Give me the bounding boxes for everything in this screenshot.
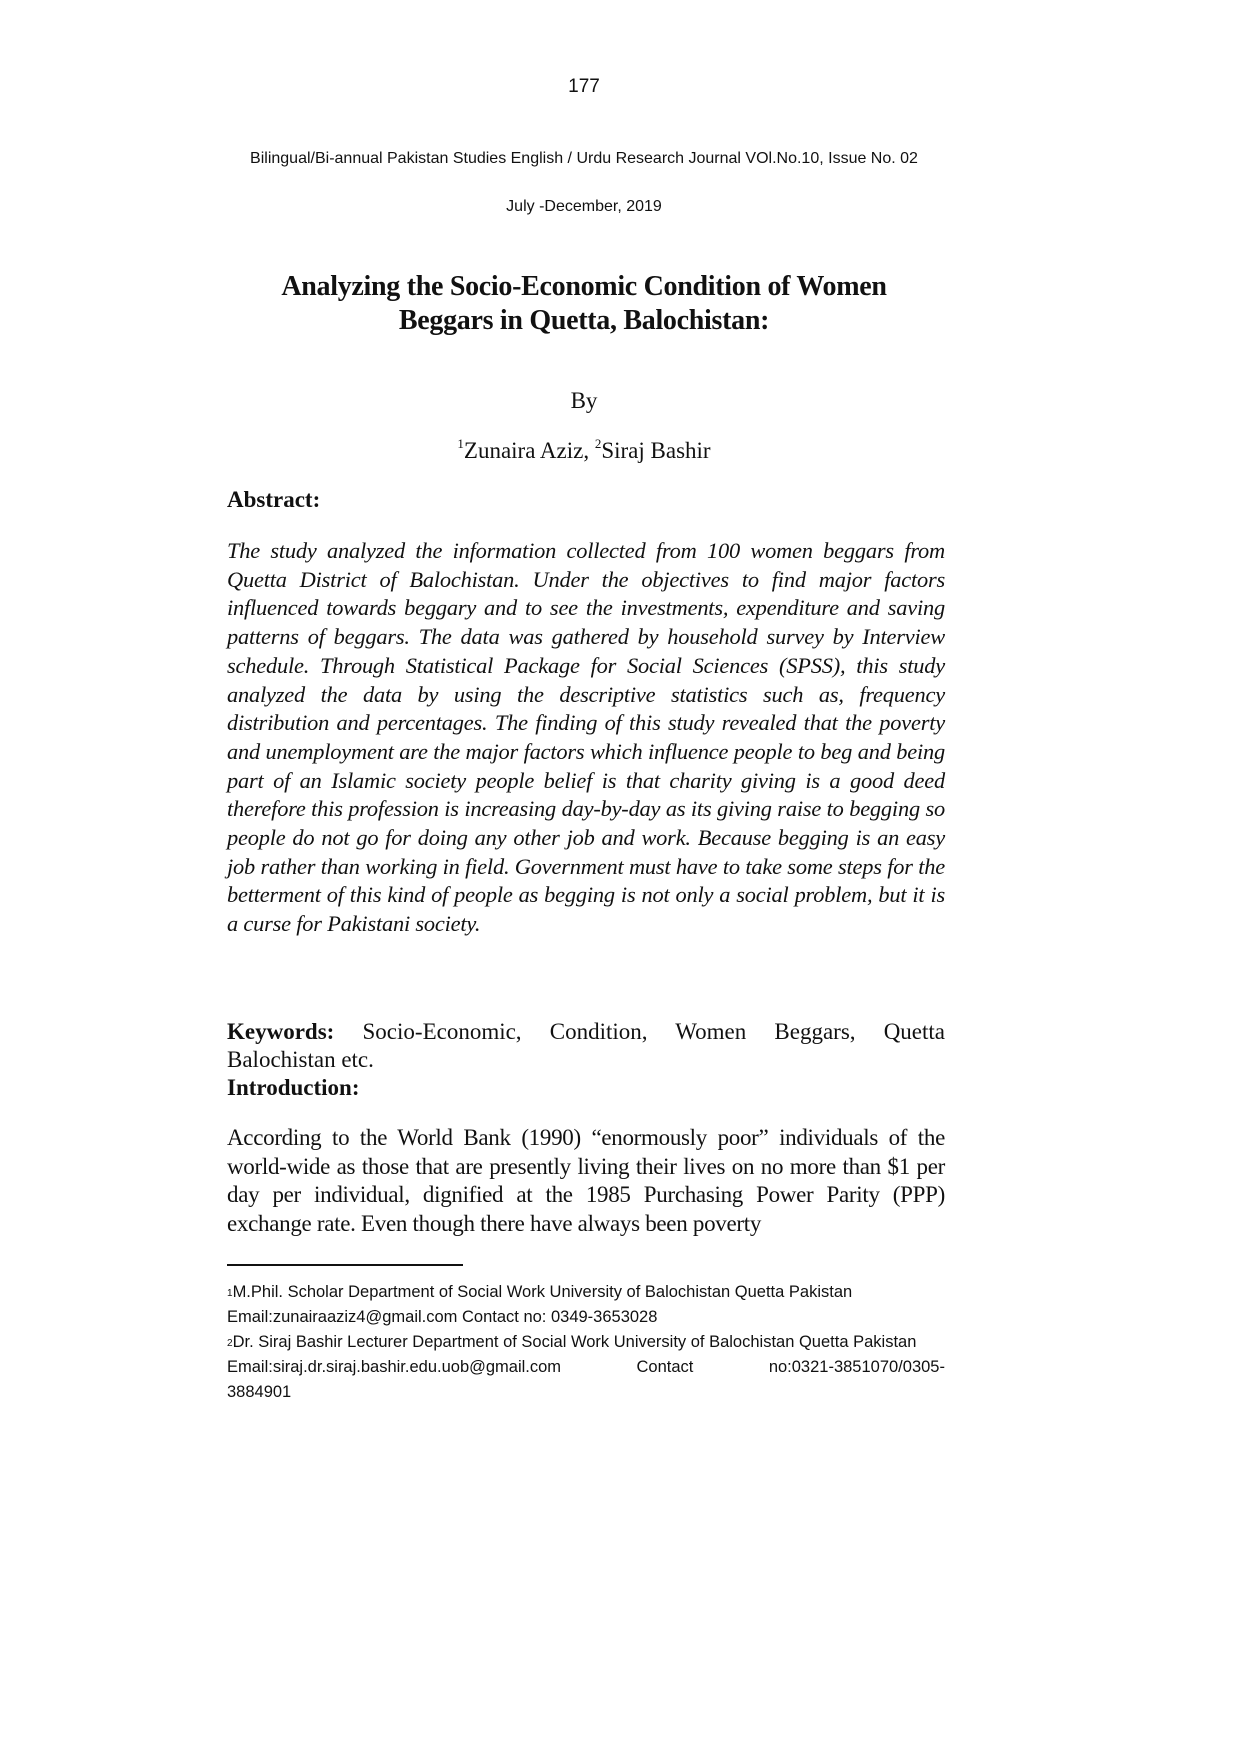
title-line-1: Analyzing the Socio-Economic Condition of Women bbox=[281, 271, 887, 302]
author-2-marker: 2 bbox=[594, 436, 602, 451]
footnote-2-marker: 2 bbox=[227, 1338, 233, 1349]
keywords-text: Socio-Economic, Condition, Women Beggars, Quetta Balochistan etc. bbox=[227, 1019, 945, 1072]
journal-header: Bilingual/Bi-annual Pakistan Studies English / Urdu Research Journal VOl.No.10, Issue No. 02 bbox=[250, 150, 918, 167]
article-title bbox=[230, 270, 938, 338]
author-1-marker: 1 bbox=[457, 436, 464, 451]
footnote-2-affiliation: Dr. Siraj Bashir Lecturer Department of Social Work University of Balochistan Quetta Pakistan bbox=[232, 1333, 917, 1351]
footnote-2-email: Email:siraj.dr.siraj.bashir.edu.uob@gmail.com bbox=[227, 1358, 562, 1376]
footnote-2 bbox=[227, 1330, 945, 1355]
page-number: 177 bbox=[568, 76, 600, 97]
author-2-name: Siraj Bashir bbox=[601, 438, 711, 463]
footnote-2-contact-row bbox=[227, 1355, 945, 1380]
abstract-heading: Abstract: bbox=[227, 487, 321, 512]
footnote-1-marker: 1 bbox=[227, 1288, 233, 1299]
author-list bbox=[0, 438, 1168, 464]
keywords-label: Keywords: bbox=[227, 1019, 335, 1044]
byline-label: By bbox=[570, 388, 598, 413]
footnote-divider bbox=[227, 1264, 463, 1266]
footnote-2-contact-label: Contact bbox=[636, 1358, 694, 1376]
footnote-1-affiliation: M.Phil. Scholar Department of Social Work University of Balochistan Quetta Pakistan bbox=[232, 1283, 853, 1301]
footnote-2-contact-continued: 3884901 bbox=[227, 1383, 292, 1401]
footnote-2-contact-number: no:0321-3851070/0305- bbox=[768, 1358, 945, 1376]
footnote-1-contact: Email:zunairaaziz4@gmail.com Contact no: 0349-3653028 bbox=[227, 1308, 658, 1326]
footnotes bbox=[227, 1280, 945, 1405]
footnote-1 bbox=[227, 1280, 945, 1305]
author-1-name: Zunaira Aziz, bbox=[463, 438, 590, 463]
issue-date: July -December, 2019 bbox=[506, 198, 662, 215]
title-line-2: Beggars in Quetta, Balochistan: bbox=[398, 305, 770, 336]
introduction-heading: Introduction: bbox=[227, 1075, 360, 1100]
keywords bbox=[227, 1018, 945, 1074]
abstract-text: The study analyzed the information collected from 100 women beggars from Quetta District of Balochistan. Under the objectives to find major factors influenced towards beggary and to see the investments, expenditure and saving patterns of beggars. The data was gathered by household survey by Interview schedule. Through Statistical Package for Social Sciences (SPSS), this study analyzed the data by using the descriptive statistics such as, frequency distribution and percentages. The finding of this study revealed that the poverty and unemployment are the major factors which influence people to beg and being part of an Islamic society people belief is that charity giving is a good deed therefore this profession is increasing day-by-day as its giving raise to begging so people do not go for doing any other job and work. Because begging is an easy job rather than working in field. Government must have to take some steps for the betterment of this kind of people as begging is not only a social problem, but it is a curse for Pakistani society. bbox=[227, 538, 945, 937]
introduction-text: According to the World Bank (1990) “enormously poor” individuals of the world-wide as those that are presently living their lives on no more than $1 per day per individual, dignified at the 1985 Purchasing Power Parity (PPP) exchange rate. Even though there have always been poverty bbox=[227, 1125, 945, 1236]
